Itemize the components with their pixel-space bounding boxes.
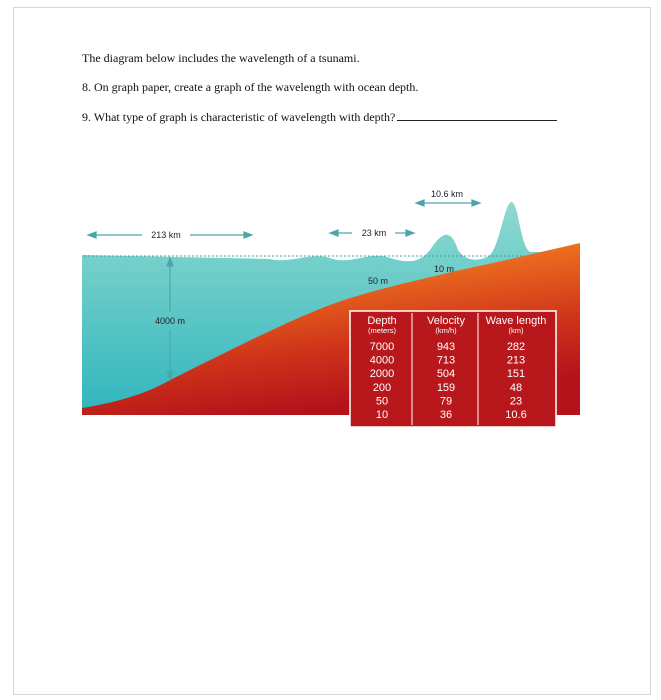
table-cell: 10.6	[505, 409, 527, 421]
table-unit: (km/h)	[435, 326, 457, 335]
table-cell: 200	[372, 381, 392, 394]
label-10-6km: 10.6 km	[430, 189, 464, 199]
label-50m: 50 m	[367, 276, 389, 286]
arrow-10-6km	[416, 200, 480, 206]
table-cell: 79	[439, 395, 453, 408]
table-cell: 48	[509, 381, 523, 394]
table-cell: 2000	[369, 368, 395, 381]
question-9-text: 9. What type of graph is characteristic of wavelength with depth?	[82, 110, 396, 124]
table-cell: 213	[506, 354, 526, 367]
label-10m: 10 m	[433, 264, 455, 274]
table-cell: 151	[506, 368, 526, 381]
label-23km: 23 km	[361, 228, 387, 238]
table-header: Wave length	[485, 315, 547, 327]
table-cell: 23	[509, 395, 523, 408]
label-4000m: 4000 m	[154, 316, 186, 326]
data-table	[350, 311, 556, 427]
table-cell: 159	[436, 381, 456, 394]
question-8: 8. On graph paper, create a graph of the wavelength with ocean depth.	[82, 80, 419, 94]
table-cell: 10	[375, 409, 389, 421]
table-cell: 7000	[369, 341, 395, 353]
table-unit: (km)	[508, 326, 524, 335]
table-cell: 282	[506, 341, 526, 353]
table-unit: (meters)	[368, 326, 396, 335]
table-cell: 50	[375, 395, 389, 408]
table-cell: 4000	[369, 354, 395, 367]
intro-text: The diagram below includes the wavelength of a tsunami.	[82, 51, 360, 65]
table-header: Depth	[367, 315, 397, 327]
table-cell: 713	[436, 354, 456, 367]
label-213km: 213 km	[151, 230, 181, 240]
table-cell: 943	[436, 341, 456, 353]
table-header: Velocity	[427, 315, 465, 327]
table-cell: 36	[439, 409, 453, 421]
table-cell: 504	[436, 368, 456, 381]
